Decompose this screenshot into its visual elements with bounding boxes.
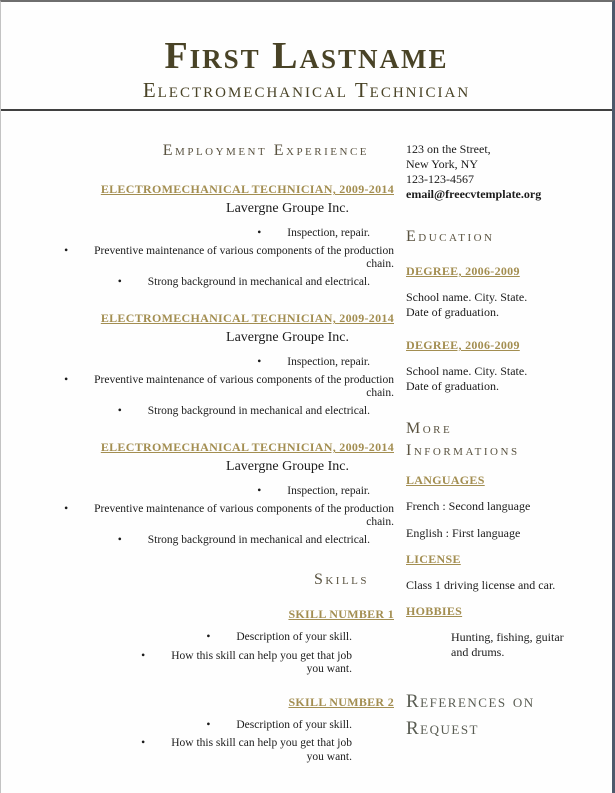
degree-graduation: Date of graduation. xyxy=(406,379,499,393)
degree-details xyxy=(406,364,566,394)
degree-school: School name. City. State. xyxy=(406,364,528,378)
job-role-subtitle: Electromechanical Technician xyxy=(142,78,471,102)
bullet-item xyxy=(59,485,394,499)
bullet-text: Inspection, repair. xyxy=(287,227,370,239)
bullet-text: Description of your skill. xyxy=(236,718,352,731)
degree-school: School name. City. State. xyxy=(406,290,528,304)
contact-email: email@freecvtemplate.org xyxy=(406,187,542,201)
contact-phone: 123-123-4567 xyxy=(406,172,474,186)
bullet-marker: • xyxy=(257,356,262,368)
skill-entry xyxy=(59,695,394,765)
skill-bullet-list xyxy=(59,719,394,765)
bullet-item xyxy=(59,405,394,419)
bullet-marker: • xyxy=(141,737,146,749)
license-text: Class 1 driving license and car. xyxy=(406,578,556,592)
contact-block xyxy=(406,142,566,202)
bullet-text: Inspection, repair. xyxy=(287,485,370,497)
bullet-marker: • xyxy=(206,631,211,643)
bullet-marker: • xyxy=(117,404,122,417)
hobbies-text: Hunting, fishing, guitar and drums. xyxy=(451,630,564,659)
job-entry xyxy=(59,440,394,547)
references-heading: References on Request xyxy=(406,691,535,739)
bullet-text: Strong background in mechanical and electrical. xyxy=(147,533,370,546)
bullet-item xyxy=(59,227,394,241)
job-title: ELECTROMECHANICAL TECHNICIAN, 2009-2014 xyxy=(100,440,394,454)
bullet-marker: • xyxy=(64,373,69,386)
left-column xyxy=(59,142,394,769)
job-bullet-list xyxy=(59,356,394,418)
bullet-marker: • xyxy=(117,275,122,288)
skill-bullet-list xyxy=(59,631,394,677)
job-title: ELECTROMECHANICAL TECHNICIAN, 2009-2014 xyxy=(100,311,394,325)
bullet-marker: • xyxy=(257,227,262,239)
skill-entry xyxy=(59,607,394,677)
job-title: ELECTROMECHANICAL TECHNICIAN, 2009-2014 xyxy=(100,182,394,196)
job-entry xyxy=(59,182,394,289)
bullet-text: Preventive maintenance of various components of the production chain. xyxy=(94,502,394,528)
hobbies-heading: HOBBIES xyxy=(406,604,463,618)
bullet-marker: • xyxy=(117,533,122,546)
bullet-item xyxy=(59,650,352,677)
contact-street: 123 on the Street, xyxy=(406,142,491,156)
bullet-item xyxy=(59,356,394,370)
languages-heading: LANGUAGES xyxy=(406,473,485,487)
job-bullet-list xyxy=(59,485,394,547)
skills-heading: Skills xyxy=(313,571,369,588)
bullet-marker: • xyxy=(64,244,69,257)
degree-title: DEGREE, 2006-2009 xyxy=(406,264,520,278)
degree-entry xyxy=(406,264,566,320)
bullet-marker: • xyxy=(141,649,146,662)
language-item: French : Second language xyxy=(406,499,531,513)
job-company: Lavergne Groupe Inc. xyxy=(226,459,349,474)
language-item: English : First language xyxy=(406,526,521,540)
more-informations-heading: More Informations xyxy=(406,420,520,459)
contact-city: New York, NY xyxy=(406,157,479,171)
bullet-text: Preventive maintenance of various components of the production chain. xyxy=(94,373,394,399)
degree-details xyxy=(406,290,566,320)
job-company: Lavergne Groupe Inc. xyxy=(226,201,349,216)
job-company: Lavergne Groupe Inc. xyxy=(226,330,349,345)
bullet-item xyxy=(59,374,394,401)
job-entry xyxy=(59,311,394,418)
bullet-text: How this skill can help you get that job you want. xyxy=(171,649,352,675)
page-title: First Lastname xyxy=(164,35,449,77)
bullet-item xyxy=(59,245,394,272)
bullet-text: How this skill can help you get that job you want. xyxy=(171,737,352,763)
skill-title: SKILL NUMBER 2 xyxy=(288,694,394,709)
job-bullet-list xyxy=(59,227,394,289)
degree-title: DEGREE, 2006-2009 xyxy=(406,338,520,352)
bullet-item xyxy=(59,737,352,764)
bullet-marker: • xyxy=(64,502,69,515)
bullet-item xyxy=(59,719,352,733)
experience-heading: Employment Experience xyxy=(162,142,369,159)
content-columns xyxy=(1,111,612,769)
bullet-marker: • xyxy=(257,485,262,497)
bullet-item xyxy=(59,276,394,290)
skill-title: SKILL NUMBER 1 xyxy=(288,607,394,621)
cv-header xyxy=(1,2,612,111)
bullet-text: Strong background in mechanical and electrical. xyxy=(147,275,370,288)
bullet-text: Inspection, repair. xyxy=(287,356,370,368)
bullet-text: Preventive maintenance of various components of the production chain. xyxy=(94,244,394,270)
bullet-text: Description of your skill. xyxy=(236,631,352,643)
degree-graduation: Date of graduation. xyxy=(406,305,499,319)
education-heading: Education xyxy=(406,228,495,245)
bullet-marker: • xyxy=(206,718,211,731)
right-column xyxy=(406,142,566,769)
degree-entry xyxy=(406,338,566,394)
license-heading: LICENSE xyxy=(406,552,461,566)
bullet-item xyxy=(59,631,352,645)
bullet-item xyxy=(59,503,394,530)
bullet-text: Strong background in mechanical and electrical. xyxy=(147,404,370,417)
bullet-item xyxy=(59,534,394,548)
